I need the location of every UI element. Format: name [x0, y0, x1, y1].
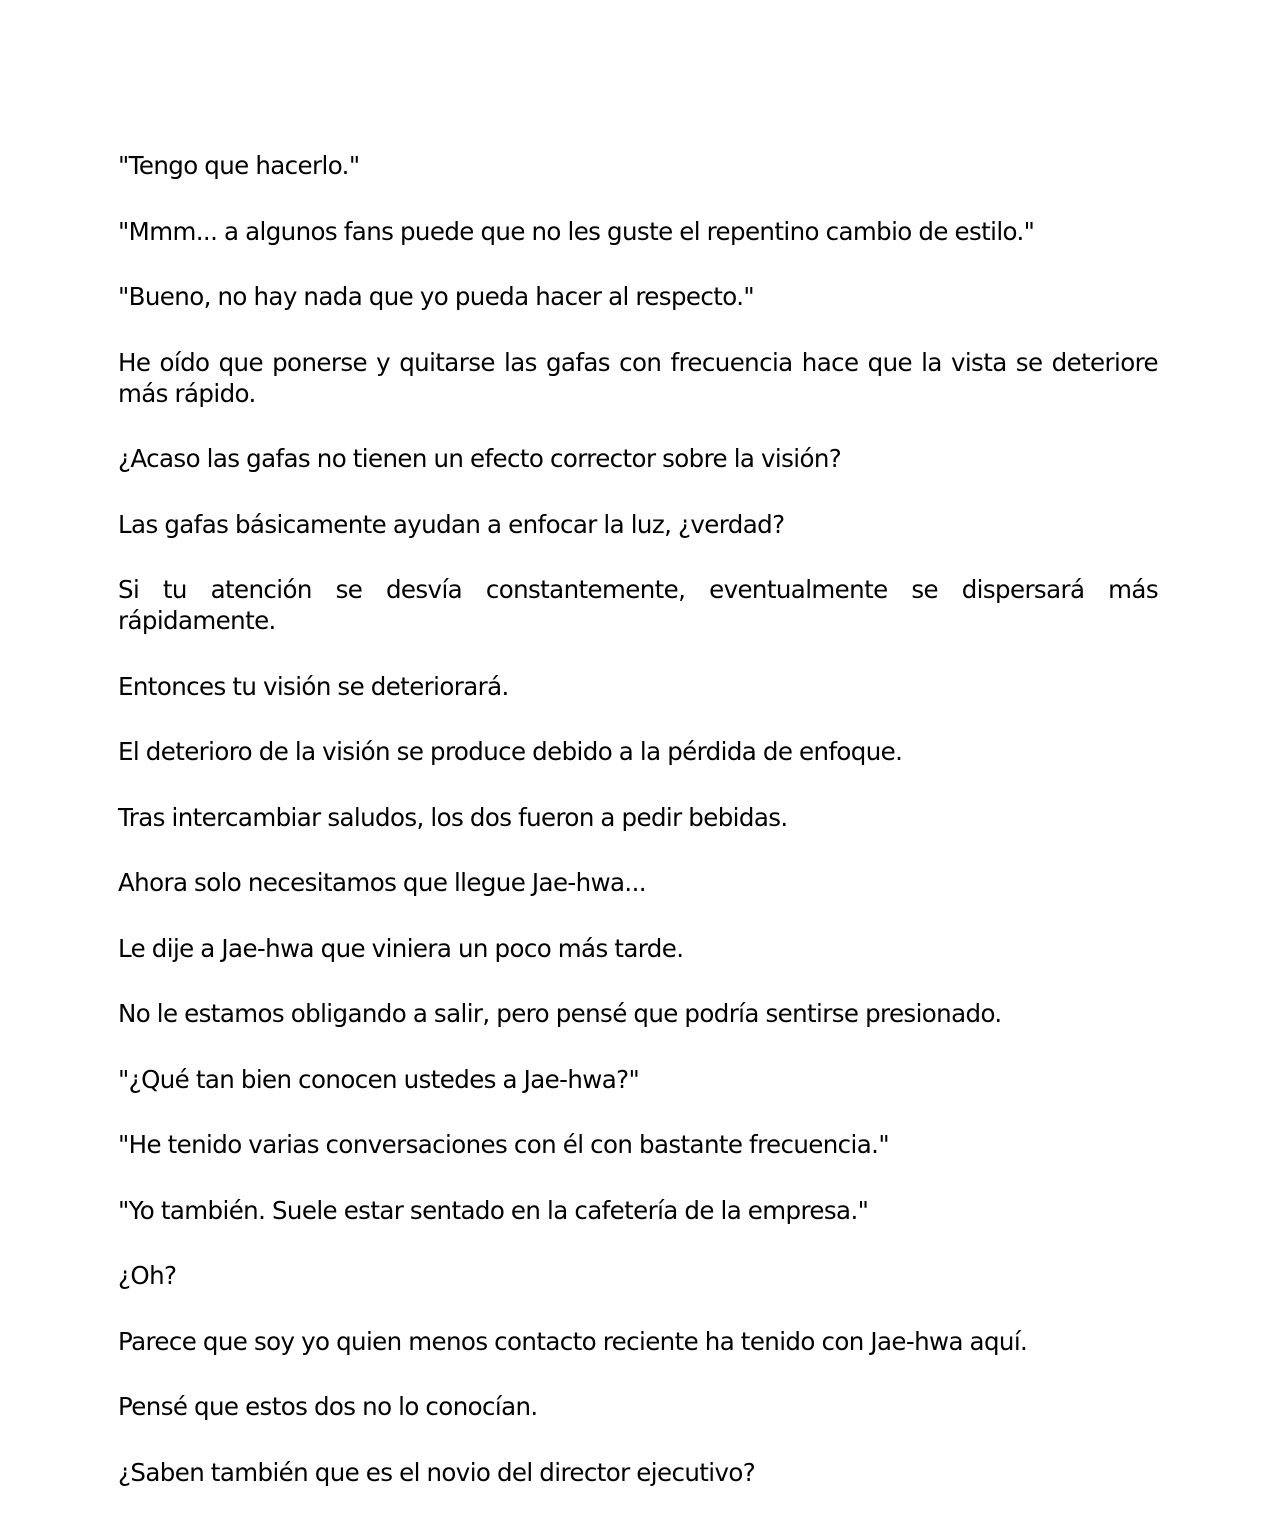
- document-body: [118, 150, 1158, 1522]
- paragraph: ¿Acaso las gafas no tienen un efecto corrector sobre la visión?: [118, 444, 842, 473]
- paragraph: Parece que soy yo quien menos contacto reciente ha tenido con Jae-hwa aquí.: [118, 1326, 1028, 1356]
- paragraph: ¿Oh?: [118, 1261, 177, 1290]
- paragraph: El deterioro de la visión se produce debido a la pérdida de enfoque.: [118, 737, 903, 766]
- paragraph: He oído que ponerse y quitarse las gafas con frecuencia hace que la vista se deteriore más rápido.: [118, 347, 1158, 408]
- paragraph: "¿Qué tan bien conocen ustedes a Jae-hwa?": [118, 1064, 640, 1094]
- paragraph: "Mmm... a algunos fans puede que no les guste el repentino cambio de estilo.": [118, 216, 1035, 246]
- paragraph: Tras intercambiar saludos, los dos fueron a pedir bebidas.: [118, 802, 788, 832]
- paragraph: Entonces tu visión se deteriorará.: [118, 671, 509, 701]
- paragraph: Ahora solo necesitamos que llegue Jae-hwa...: [118, 868, 646, 897]
- paragraph: Las gafas básicamente ayudan a enfocar la luz, ¿verdad?: [118, 509, 785, 539]
- paragraph: "Tengo que hacerlo.": [118, 151, 360, 180]
- paragraph: No le estamos obligando a salir, pero pensé que podría sentirse presionado.: [118, 999, 1002, 1028]
- paragraph: Le dije a Jae-hwa que viniera un poco más tarde.: [118, 933, 684, 963]
- paragraph: Si tu atención se desvía constantemente, eventualmente se dispersará más rápidamente.: [118, 575, 1158, 635]
- paragraph: "He tenido varias conversaciones con él con bastante frecuencia.": [118, 1130, 890, 1159]
- paragraph: "Yo también. Suele estar sentado en la cafetería de la empresa.": [118, 1195, 869, 1225]
- paragraph: Pensé que estos dos no lo conocían.: [118, 1392, 538, 1421]
- paragraph: ¿Saben también que es el novio del director ejecutivo?: [118, 1457, 756, 1487]
- paragraph: "Bueno, no hay nada que yo pueda hacer al respecto.": [118, 282, 755, 311]
